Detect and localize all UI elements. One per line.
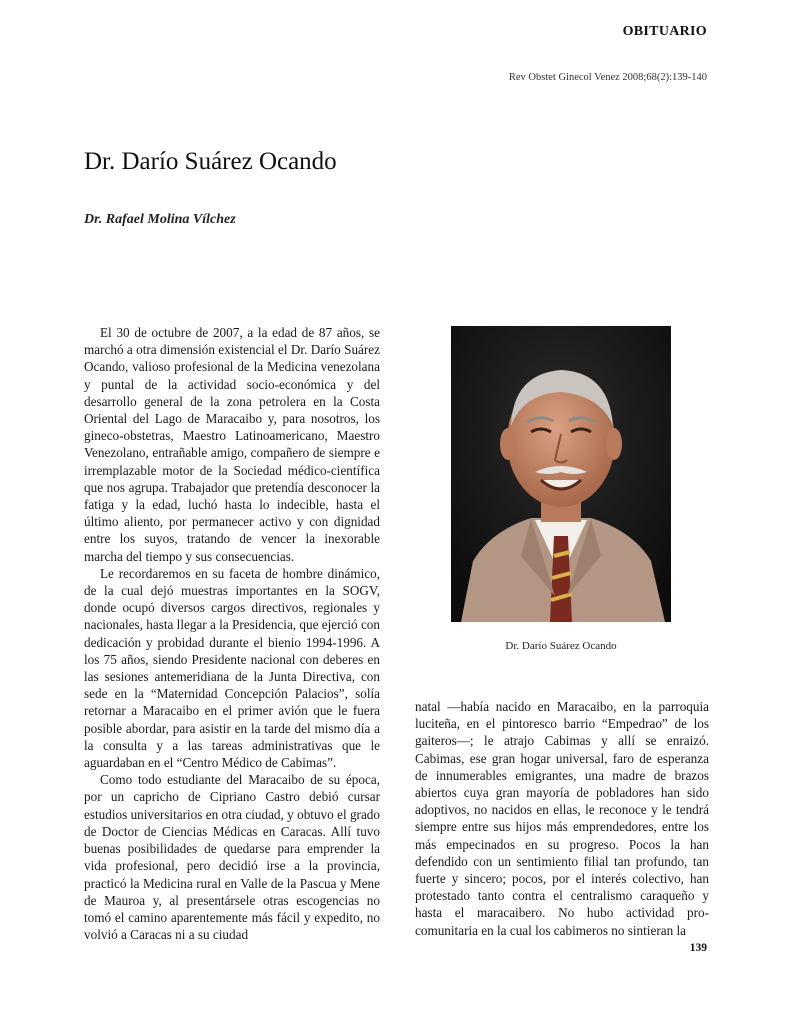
paragraph: natal —había nacido en Maracaibo, en la parroquia luciteña, en el pintoresco barrio “Empedrao” de los gaiteros—; le atrajo Cabimas y allí se enraizó. Cabimas, ese gran hogar universal, faro de esperanza de innumerables emigrantes, una madre de brazos abiertos cuya gran mayoría de pobladores han sido adoptivos, no nacidos en ellas, le reconoce y le tendrá siempre entre sus hijos más emprendedores, entre los más empecinados en su progreso. Pocos la han defendido con un sentimiento filial tan profundo, tan fuerte y sincero; pocos, por el interés colectivo, han protestado tanto contra el centralismo caraqueño y hasta el maracaibero. No hubo actividad pro-comunitaria en la cual los cabimeros no sintieran la — [415, 699, 709, 938]
journal-citation: Rev Obstet Ginecol Venez 2008;68(2):139-140 — [508, 72, 707, 83]
paragraph: Como todo estudiante del Maracaibo de su época, por un capricho de Cipriano Castro debió cursar estudios universitarios en otra ciudad, y obtuvo el grado de Doctor de Ciencias Médicas en Caracas. Allí tuvo buenas posibilidades de quedarse para emprender la vida profesional, pero decidió irse a la provincia, practicó la Medicina rural en Valle de la Pascua y Mene de Mauroa y, al presentársele otras escogencias no tomó el camino aparentemente más fácil y expedito, no volvió a Caracas ni a su ciudad — [84, 772, 380, 943]
photo-caption: Dr. Darío Suárez Ocando — [505, 640, 617, 652]
page-number: 139 — [689, 942, 707, 954]
article-author: Dr. Rafael Molina Vílchez — [84, 212, 236, 227]
paragraph: El 30 de octubre de 2007, a la edad de 87 años, se marchó a otra dimensión existencial el Dr. Darío Suárez Ocando, valioso profesional de la Medicina venezolana y puntal de la actividad socio-económica y del desarrollo general de la zona petrolera en la Costa Oriental del Lago de Maracaibo y, para nosotros, los gineco-obstetras, Maestro Latinoamericano, Maestro Venezolano, entrañable amigo, compañero de siempre e irremplazable motor de la Sociedad médico-científica que nos agrupa. Trabajador que pretendía desconocer la fatiga y la edad, luchó hasta lo indecible, hasta el último aliento, por permanecer activo y con dignidad entre los suyos, tratando de vencer la inexorable marcha del tiempo y sus consecuencias. — [84, 325, 380, 564]
left-text-column — [84, 324, 380, 943]
right-text-column — [415, 698, 709, 939]
section-label: OBITUARIO — [622, 24, 707, 39]
paragraph: Le recordaremos en su faceta de hombre dinámico, de la cual dejó muestras importantes en la SOGV, donde ocupó diversos cargos directivos, regionales y nacionales, hasta llegar a la Presidencia, que ejerció con dedicación y probidad durante el bienio 1994-1996. A los 75 años, siendo Presidente nacional con deberes en las sesiones antemeridiana de la Junta Directiva, con sede en la “Maternidad Concepción Palacios”, solía retornar a Maracaibo en el primer avión que le fuera posible abordar, para asistir en la tarde del mismo día a la consulta y a las tareas administrativas que le aguardaban en el “Centro Médico de Cabimas”. — [84, 565, 380, 771]
article-title: Dr. Darío Suárez Ocando — [84, 148, 337, 175]
portrait-photo — [451, 326, 671, 622]
